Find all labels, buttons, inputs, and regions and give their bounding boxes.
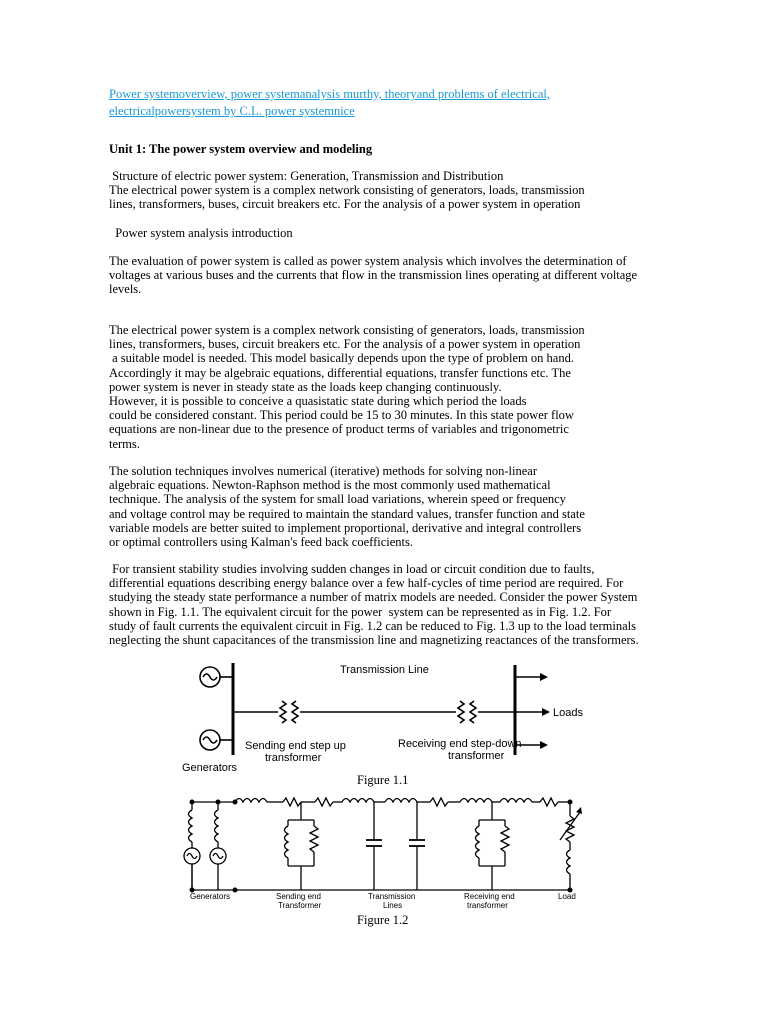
arrow-icon bbox=[540, 673, 548, 681]
text-line: For transient stability studies involving sudden changes in load or circuit condition due to faults, bbox=[109, 562, 595, 576]
text-line: shown in Fig. 1.1. The equivalent circuit for the power system can be represented as in Fig. 1.2. For bbox=[109, 604, 612, 619]
text-line: The electrical power system is a complex network consisting of generators, loads, transmission bbox=[109, 183, 585, 198]
arrow-icon bbox=[542, 708, 550, 716]
inductor-symbol bbox=[342, 799, 374, 803]
label-receiving-2: transformer bbox=[467, 901, 508, 910]
figure-1-2-caption: Figure 1.2 bbox=[357, 913, 409, 927]
text-line: The electrical power system is a complex network consisting of generators, loads, transmission bbox=[109, 323, 585, 337]
text-line: could be considered constant. This period could be 15 to 30 minutes. In this state power flow bbox=[109, 408, 574, 423]
text-line: technique. The analysis of the system for small load variations, wherein speed or frequency bbox=[109, 492, 566, 507]
label-transmission-1: Transmission bbox=[368, 892, 416, 901]
paragraph-evaluation bbox=[109, 254, 637, 297]
label-transmission-line: Transmission Line bbox=[340, 664, 429, 676]
text-line: variable models are better suited to implement proportional, derivative and integral controllers bbox=[109, 520, 582, 535]
inductor-symbol bbox=[285, 826, 289, 858]
text-line: lines, transformers, buses, circuit breakers etc. For the analysis of a power system in operation bbox=[109, 337, 581, 352]
text-line: equations are non-linear due to the presence of product terms of variables and trigonometric bbox=[109, 422, 569, 437]
label-loads: Loads bbox=[553, 707, 583, 719]
text-line: The solution techniques involves numerical (iterative) methods for solving non-linear bbox=[109, 464, 538, 478]
header-link[interactable]: Power systemoverview, power systemanalysis murthy, theoryand problems of electrical, electricalpowersystem by C.L. power systemnice bbox=[109, 87, 550, 118]
label-sending-1: Sending end step up bbox=[245, 740, 346, 752]
text-line: lines, transformers, buses, circuit breakers etc. For the analysis of a power system in operation bbox=[109, 197, 581, 212]
transformer-symbol bbox=[458, 701, 464, 723]
inductor-symbol bbox=[567, 850, 571, 874]
text-line: levels. bbox=[109, 282, 142, 297]
text-line: power system is never in steady state as the loads keep changing continuously. bbox=[109, 379, 502, 394]
inductor-symbol bbox=[215, 810, 219, 842]
paragraph-solution bbox=[109, 464, 585, 549]
inductor-symbol bbox=[476, 826, 480, 858]
text-line: voltages at various buses and the currents that flow in the transmission lines operating at different voltage bbox=[109, 268, 638, 283]
resistor-symbol bbox=[315, 798, 333, 806]
inductor-symbol bbox=[189, 810, 193, 842]
text-line: neglecting the shunt capacitances of the transmission line and magnetizing reactances of the transformers. bbox=[109, 633, 639, 648]
figure-1-1 bbox=[170, 655, 610, 779]
text-line: differential equations describing energy balance over a few half-cycles of time period are required. For bbox=[109, 576, 624, 591]
resistor-symbol bbox=[540, 798, 558, 806]
label-sending-2: transformer bbox=[265, 752, 322, 764]
resistor-symbol bbox=[501, 826, 509, 852]
text-line: or optimal controllers using Kalman's feed back coefficients. bbox=[109, 535, 414, 550]
text-line: The evaluation of power system is called as power system analysis which involves the determination of bbox=[109, 254, 627, 268]
text-line: Accordingly it may be algebraic equations, differential equations, transfer functions etc. The bbox=[109, 365, 571, 380]
text-line: study of fault currents the equivalent circuit in Fig. 1.2 can be reduced to Fig. 1.3 up to the load terminals bbox=[109, 618, 636, 633]
figure-1-2 bbox=[180, 790, 600, 909]
paragraph-model bbox=[109, 323, 585, 451]
inductor-symbol bbox=[460, 799, 492, 803]
label-receiving-2: transformer bbox=[448, 750, 505, 762]
text-line: However, it is possible to conceive a quasistatic state during which period the loads bbox=[109, 394, 527, 409]
inductor-symbol bbox=[235, 799, 267, 803]
resistor-symbol bbox=[310, 826, 318, 852]
paragraph-transient bbox=[109, 562, 639, 647]
label-transmission-2: Lines bbox=[383, 901, 403, 910]
unit-heading: Unit 1: The power system overview and modeling bbox=[109, 142, 373, 156]
text-line: Structure of electric power system: Generation, Transmission and Distribution bbox=[109, 169, 504, 183]
resistor-symbol bbox=[430, 798, 448, 806]
inductor-symbol bbox=[500, 799, 532, 803]
arrow-icon bbox=[540, 741, 548, 749]
label-sending-1: Sending end bbox=[276, 892, 321, 901]
label-load: Load bbox=[558, 892, 576, 901]
label-receiving-1: Receiving end bbox=[464, 892, 515, 901]
text-line: terms. bbox=[109, 436, 140, 451]
label-generators: Generators bbox=[182, 762, 238, 774]
single-line-diagram bbox=[170, 655, 610, 775]
text-line: algebraic equations. Newton-Raphson method is the most commonly used mathematical bbox=[109, 478, 551, 493]
label-receiving-1: Receiving end step-down bbox=[398, 738, 522, 750]
equivalent-circuit-diagram bbox=[180, 790, 600, 910]
inductor-symbol bbox=[385, 799, 417, 803]
label-generators: Generators bbox=[190, 892, 231, 901]
analysis-intro-heading: Power system analysis introduction bbox=[109, 226, 293, 240]
text-line: studying the steady state performance a number of matrix models are needed. Consider the power System bbox=[109, 590, 638, 605]
transformer-symbol bbox=[280, 701, 286, 723]
text-line: and voltage control may be required to maintain the standard values, transfer function and state bbox=[109, 506, 585, 521]
figure-1-1-caption: Figure 1.1 bbox=[357, 773, 409, 787]
text-line: a suitable model is needed. This model basically depends upon the type of problem on hand. bbox=[109, 351, 574, 366]
resistor-symbol bbox=[283, 798, 301, 806]
paragraph-structure bbox=[109, 169, 585, 212]
label-sending-2: Transformer bbox=[278, 901, 322, 910]
